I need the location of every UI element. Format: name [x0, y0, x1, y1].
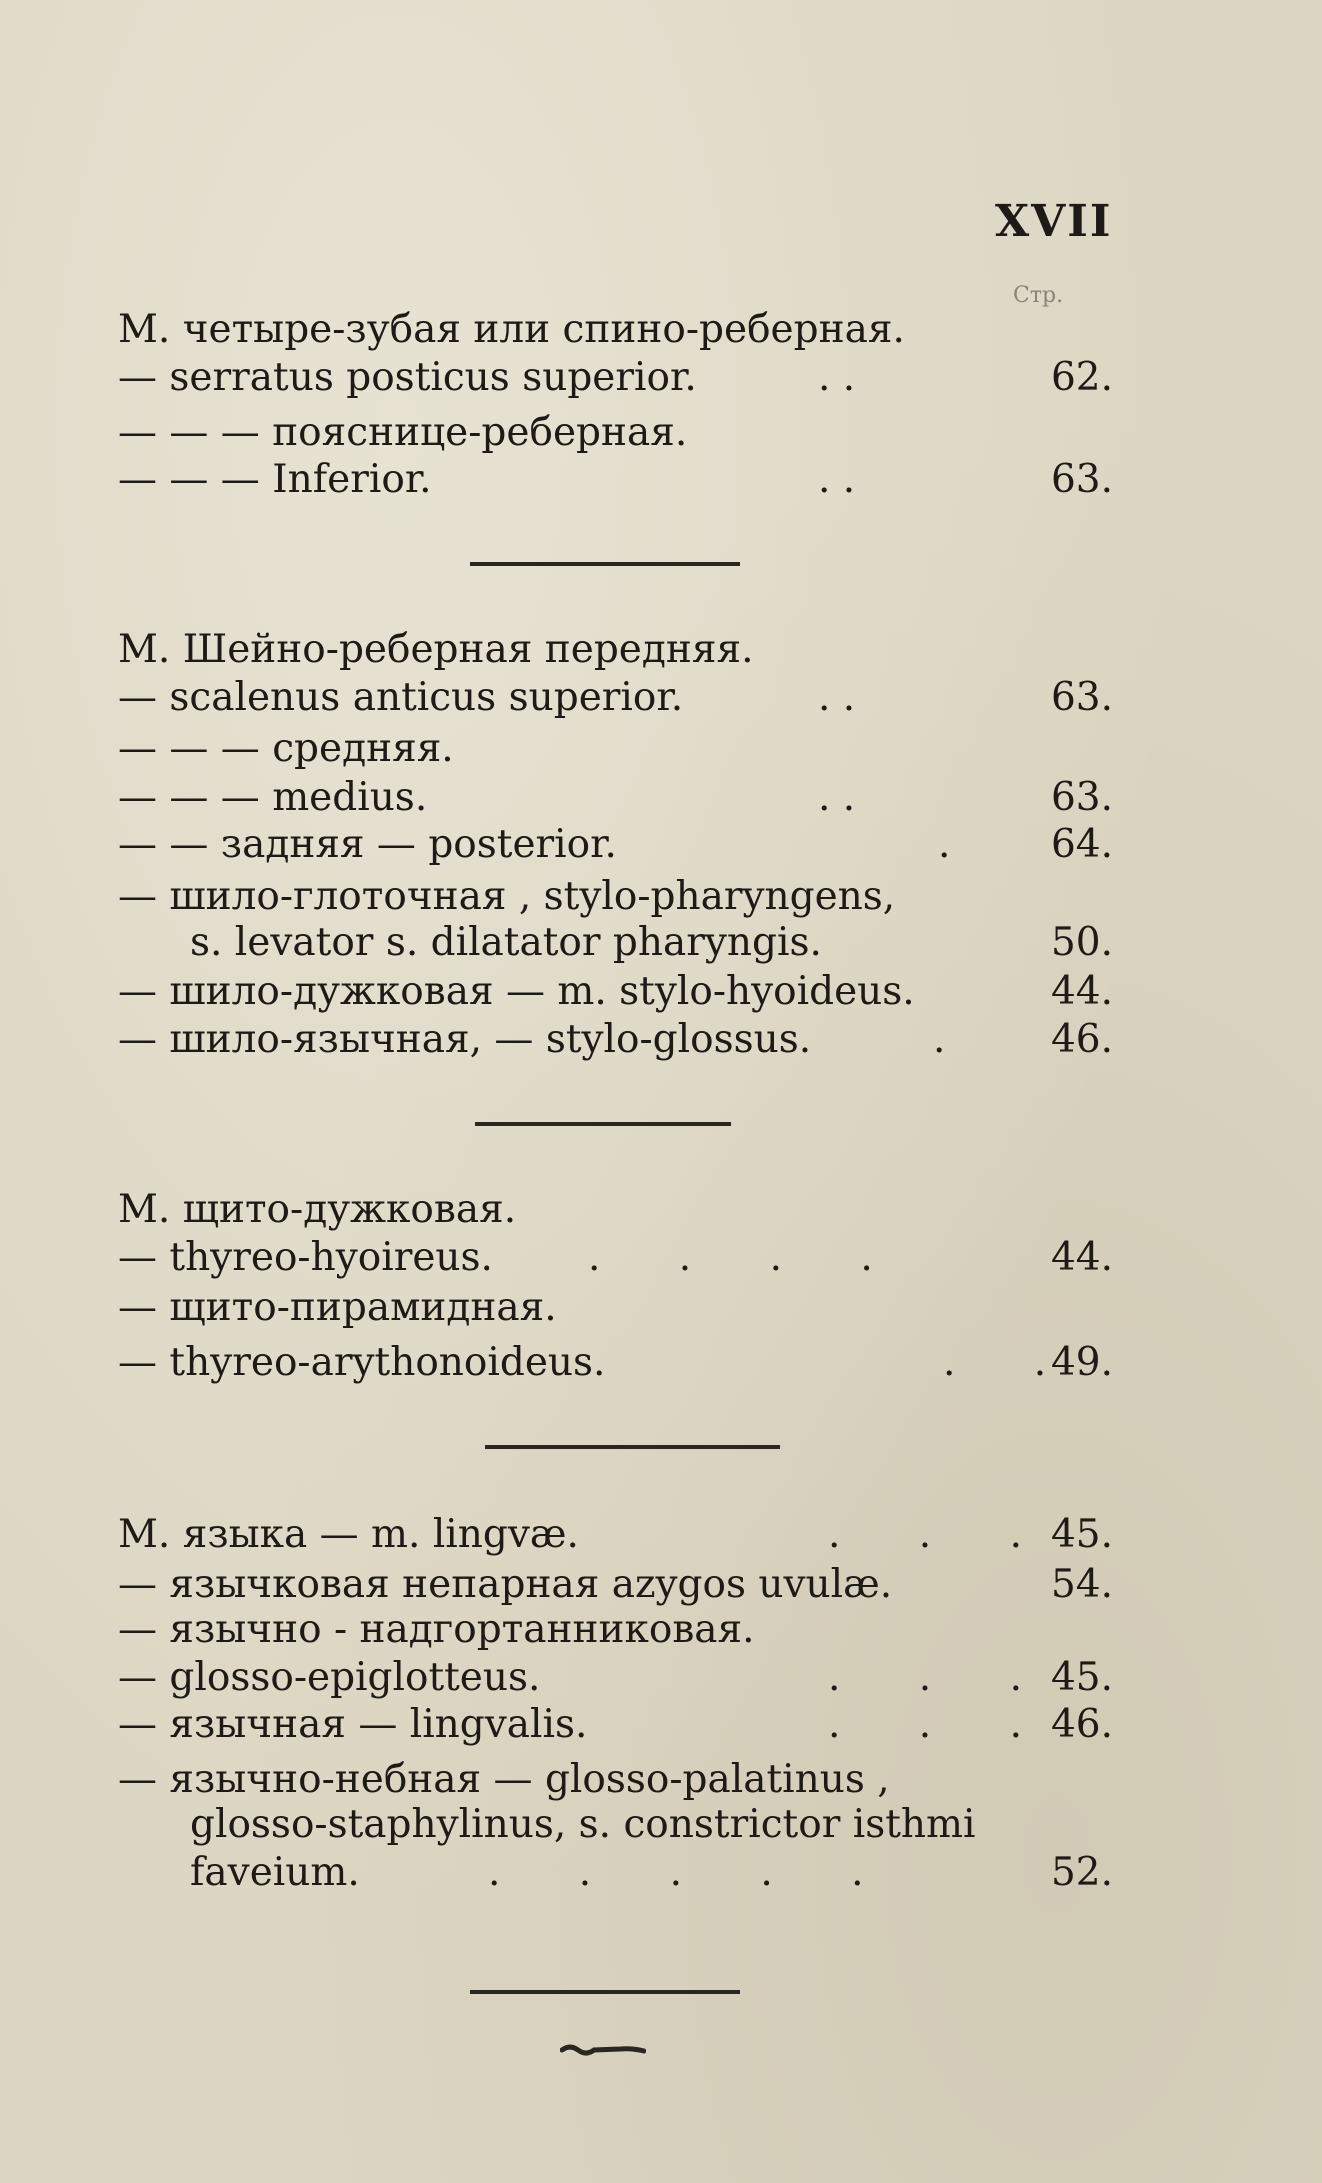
- entry-text: М. языка — m. lingvæ.: [118, 1512, 579, 1557]
- entry-page: 64.: [1050, 822, 1113, 867]
- entry-text: — — задняя — posterior.: [118, 822, 617, 867]
- entry-text: — serratus posticus superior.: [118, 355, 697, 400]
- entry-text: — шило-дужковая — m. stylo-hyoideus.: [118, 969, 915, 1014]
- index-line: [118, 773, 1113, 823]
- entry-page: 44.: [1050, 969, 1113, 1014]
- entry-text: — щито-пирамидная.: [118, 1285, 557, 1330]
- index-line: [118, 1185, 1113, 1235]
- entry-dots: . .: [818, 675, 856, 720]
- entry-text: — — — средняя.: [118, 726, 454, 771]
- page-number: XVII: [995, 196, 1113, 247]
- index-line: [118, 1755, 1113, 1805]
- index-line: [118, 625, 1113, 675]
- index-line: [118, 1605, 1113, 1655]
- index-line: [118, 1800, 1113, 1850]
- index-line: [118, 673, 1113, 723]
- entry-dots: . . . . .: [488, 1850, 864, 1895]
- entry-text: М. четыре-зубая или спино-реберная.: [118, 307, 905, 352]
- index-line: [118, 918, 1113, 968]
- entry-text: — — — medius.: [118, 775, 428, 820]
- index-line: [118, 724, 1113, 774]
- entry-dots: . .: [818, 457, 856, 502]
- index-line: [118, 353, 1113, 403]
- entry-page: 63.: [1050, 457, 1113, 502]
- index-line: [118, 1338, 1113, 1388]
- entry-dots: . .: [943, 1340, 1047, 1385]
- entry-text: М. Шейно-реберная передняя.: [118, 627, 754, 672]
- entry-dots: . . .: [828, 1512, 1022, 1557]
- entry-text: — scalenus anticus superior.: [118, 675, 684, 720]
- entry-text: faveium.: [190, 1850, 360, 1895]
- index-line: [118, 455, 1113, 505]
- entry-text: — шило-язычная, — stylo-glossus.: [118, 1017, 812, 1062]
- entry-page: 44.: [1050, 1235, 1113, 1280]
- entry-text: — язычная — lingvalis.: [118, 1702, 588, 1747]
- entry-page: 45.: [1050, 1512, 1113, 1557]
- index-line: [118, 1015, 1113, 1065]
- entry-page: 63.: [1050, 675, 1113, 720]
- index-line: [118, 408, 1113, 458]
- index-line: [118, 1653, 1113, 1703]
- section-divider: [485, 1445, 780, 1449]
- entry-page: 46.: [1050, 1702, 1113, 1747]
- entry-page: 54.: [1050, 1562, 1113, 1607]
- section-divider: [470, 562, 740, 566]
- entry-text: glosso-staphylinus, s. constrictor isthmi: [190, 1802, 976, 1847]
- entry-page: 52.: [1050, 1850, 1113, 1895]
- entry-text: М. щито-дужковая.: [118, 1187, 517, 1232]
- entry-page: 63.: [1050, 775, 1113, 820]
- entry-dots: . . .: [828, 1702, 1022, 1747]
- entry-text: — — — Inferior.: [118, 457, 432, 502]
- entry-text: — thyreo-arythonoideus.: [118, 1340, 606, 1385]
- entry-page: 50.: [1050, 920, 1113, 965]
- index-line: [118, 967, 1113, 1017]
- index-line: [118, 1560, 1113, 1610]
- entry-text: s. levator s. dilatator pharyngis.: [190, 920, 822, 965]
- entry-text: — glosso-epiglotteus.: [118, 1655, 541, 1700]
- entry-page: 62.: [1050, 355, 1113, 400]
- entry-text: — — — поясницe-реберная.: [118, 410, 688, 455]
- entry-dots: . .: [818, 355, 856, 400]
- entry-dots: . . . .: [588, 1235, 873, 1280]
- index-line: [118, 1283, 1113, 1333]
- entry-text: — язычковая непарная azygos uvulæ.: [118, 1562, 893, 1607]
- entry-text: — thyreo-hyoireus.: [118, 1235, 493, 1280]
- index-line: [118, 1848, 1113, 1898]
- entry-text: — шило-глоточная , stylo-pharyngens,: [118, 874, 896, 919]
- entry-dots: .: [933, 1017, 946, 1062]
- entry-dots: .: [938, 822, 951, 867]
- entry-page: 46.: [1050, 1017, 1113, 1062]
- index-line: [118, 872, 1113, 922]
- entry-dots: . . .: [828, 1655, 1022, 1700]
- entry-dots: . .: [818, 775, 856, 820]
- entry-text: — язычно-небная — glosso-palatinus ,: [118, 1757, 890, 1802]
- end-ornament: [560, 2042, 646, 2058]
- index-line: [118, 305, 1113, 355]
- page-column-note: Стр.: [1013, 283, 1064, 308]
- index-line: [118, 1233, 1113, 1283]
- index-line: [118, 820, 1113, 870]
- index-line: [118, 1700, 1113, 1750]
- section-divider: [475, 1122, 731, 1126]
- entry-text: — язычно - надгортанниковая.: [118, 1607, 755, 1652]
- entry-page: 49.: [1050, 1340, 1113, 1385]
- section-divider: [470, 1990, 740, 1994]
- entry-page: 45.: [1050, 1655, 1113, 1700]
- index-line: [118, 1510, 1113, 1560]
